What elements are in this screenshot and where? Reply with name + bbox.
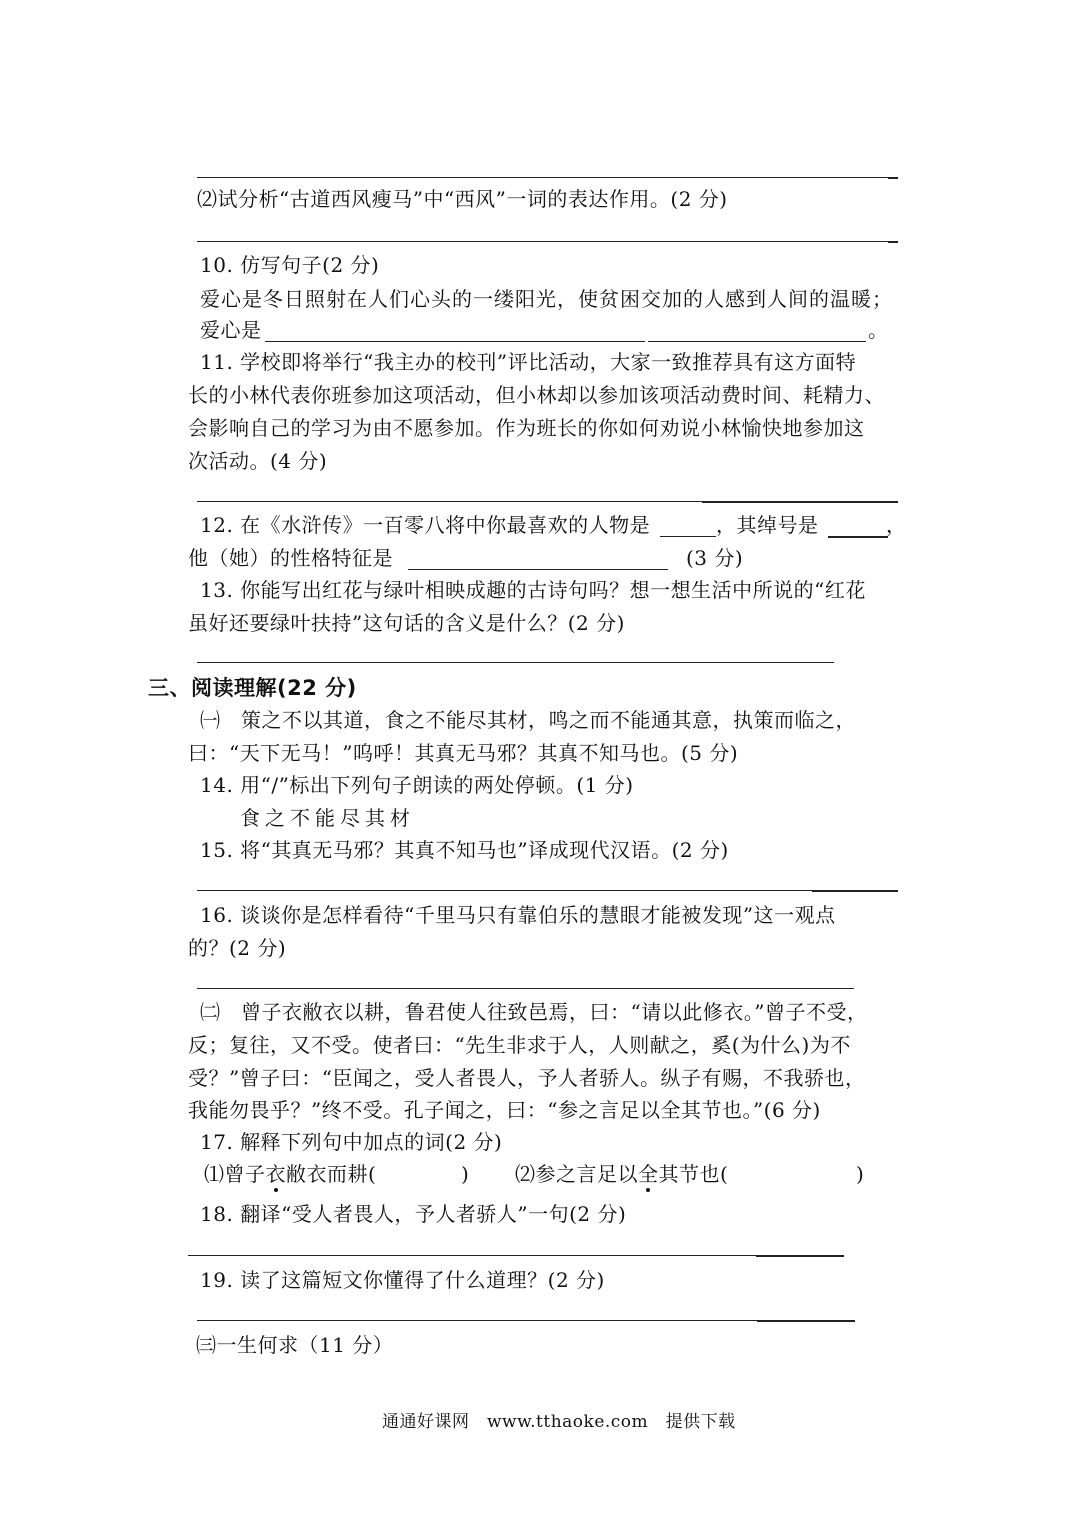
question-17-item-2 — [515, 1162, 728, 1186]
question-17-item-2-close: ) — [856, 1162, 865, 1186]
fill-blank-line[interactable] — [648, 341, 866, 342]
passage-1-line: 曰：“天下无马！”呜呼！其真无马邪？其真不知马也。(5 分) — [188, 741, 739, 765]
answer-line — [757, 1320, 855, 1322]
question-10-title: 10. 仿写句子(2 分) — [200, 253, 380, 277]
question-19-title: 19. 读了这篇短文你懂得了什么道理？(2 分) — [200, 1268, 605, 1292]
question-17-item-1-text: ⑴曾子 — [204, 1162, 266, 1186]
answer-line — [812, 890, 898, 892]
question-12-part: 他（她）的性格特征是 — [188, 546, 393, 570]
question-17-title: 17. 解释下列句中加点的词(2 分) — [200, 1130, 503, 1154]
question-15-title: 15. 将“其真无马邪？其真不知马也”译成现代汉语。(2 分) — [200, 838, 729, 862]
question-9-part-2: ⑵试分析“古道西风瘦马”中“西风”一词的表达作用。(2 分) — [197, 187, 728, 211]
fill-blank-line[interactable] — [265, 341, 645, 342]
question-17-item-2-text: 其节也( — [658, 1162, 729, 1186]
section-3-title: 三、阅读理解(22 分) — [148, 676, 357, 700]
question-10-example: 爱心是冬日照射在人们心头的一缕阳光，使贫困交加的人感到人间的温暖； — [200, 287, 893, 311]
answer-line-end — [888, 177, 898, 179]
question-12-part: ， — [886, 513, 907, 537]
answer-line — [197, 501, 702, 502]
question-11-line: 11. 学校即将举行“我主办的校刊”评比活动，大家一致推荐具有这方面特 — [200, 350, 857, 374]
answer-line — [756, 1255, 844, 1257]
passage-2-line: ㈡ 曾子衣敝衣以耕，鲁君使人往致邑焉，曰：“请以此修衣。”曾子不受， — [200, 1000, 868, 1024]
answer-line — [197, 177, 890, 178]
question-16-line: 16. 谈谈你是怎样看待“千里马只有靠伯乐的慧眼才能被发现”这一观点 — [200, 903, 836, 927]
answer-line-end — [888, 241, 898, 243]
question-17-item-1-text: 敝衣而耕( — [286, 1162, 377, 1186]
passage-1-line: ㈠ 策之不以其道，食之不能尽其材，鸣之而不能通其意，执策而临之， — [200, 708, 856, 732]
question-11-line: 长的小林代表你班参加这项活动，但小林却以参加该项活动费时间、耗精力、 — [188, 383, 885, 407]
question-17-item-1 — [204, 1162, 376, 1186]
passage-2-line: 反；复往，又不受。使者曰：“先生非求于人，人则献之，奚(为什么)为不 — [188, 1033, 851, 1057]
page-footer: 通通好课网 www.tthaoke.com 提供下载 — [382, 1412, 736, 1432]
question-10-prompt: 爱心是 — [200, 318, 262, 342]
question-14-sentence: 食之不能尽其材 — [240, 806, 415, 830]
emphasis-dot-word: 全 — [638, 1162, 659, 1186]
question-12-score: (3 分) — [686, 546, 744, 570]
question-13-line: 13. 你能写出红花与绿叶相映成趣的古诗句吗？想一想生活中所说的“红花 — [200, 578, 866, 602]
question-10-end: 。 — [868, 318, 889, 342]
answer-line — [197, 890, 812, 891]
answer-line — [197, 662, 834, 663]
passage-2-line: 受？”曾子曰：“臣闻之，受人者畏人，予人者骄人。纵子有赐，不我骄也， — [188, 1066, 866, 1090]
fill-blank-line[interactable] — [660, 536, 716, 537]
answer-line — [197, 241, 890, 242]
answer-line — [197, 1320, 757, 1321]
fill-blank-line[interactable] — [828, 536, 888, 538]
question-14-title: 14. 用“/”标出下列句子朗读的两处停顿。(1 分) — [200, 773, 634, 797]
question-13-line: 虽好还要绿叶扶持”这句话的含义是什么？(2 分) — [188, 611, 625, 635]
fill-blank-line[interactable] — [408, 569, 668, 570]
question-11-line: 次活动。(4 分) — [188, 449, 328, 473]
question-16-line: 的？(2 分) — [188, 936, 287, 960]
passage-2-line: 我能勿畏乎？”终不受。孔子闻之，曰：“参之言足以全其节也。”(6 分) — [188, 1098, 821, 1122]
answer-line — [197, 988, 854, 989]
question-12-part: ，其绰号是 — [716, 513, 819, 537]
emphasis-dot-word: 衣 — [265, 1162, 286, 1186]
passage-3-title: ㈢一生何求（11 分） — [196, 1333, 394, 1357]
answer-line — [188, 1255, 758, 1256]
answer-line — [702, 501, 898, 503]
question-18-title: 18. 翻译“受人者畏人，予人者骄人”一句(2 分) — [200, 1202, 627, 1226]
question-11-line: 会影响自己的学习为由不愿参加。作为班长的你如何劝说小林愉快地参加这 — [188, 416, 865, 440]
question-17-item-2-text: ⑵参之言足以 — [515, 1162, 638, 1186]
question-17-item-1-close: ) — [461, 1162, 470, 1186]
question-12-part: 12. 在《水浒传》一百零八将中你最喜欢的人物是 — [200, 513, 651, 537]
